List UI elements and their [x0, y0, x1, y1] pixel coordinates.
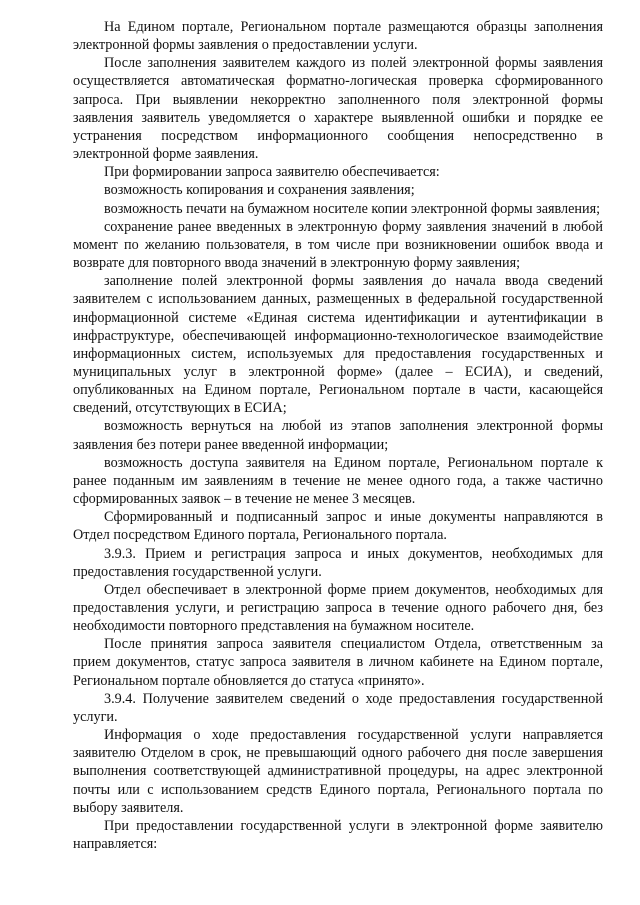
paragraph-format-check: После заполнения заявителем каждого из полей электронной формы заявления осуществляется автоматическая форматно-логическая проверка сформированного запроса. При выявлении некорректно заполненного поля электронной формы заявления заявитель уведомляется о характере выявленной ошибки и порядке ее устранения посредством информационного сообщения непосредственно в электронной форме заявления.	[73, 55, 603, 163]
section-heading-3-9-4: 3.9.4. Получение заявителем сведений о ходе предоставления государственной услуги.	[73, 690, 603, 725]
list-item-print: возможность печати на бумажном носителе копии электронной формы заявления;	[104, 200, 601, 217]
paragraph-request-provisions: При формировании запроса заявителю обеспечивается:	[104, 164, 440, 181]
list-item-prefill-esia: заполнение полей электронной формы заявления до начала ввода сведений заявителем с использованием данных, размещенных в федеральной государственной информационной системе «Единая система идентификации и аутентификации в инфраструктуре, обеспечивающей информационно-технологическое взаимодействие информационных систем, используемых для предоставления государственных и муниципальных услуг в электронной форме» (далее – ЕСИА), и сведений, опубликованных на Едином портале, Региональном портале в части, касающейся сведений, отсутствующих в ЕСИА;	[73, 273, 603, 417]
paragraph-status-accepted: После принятия запроса заявителя специалистом Отдела, ответственным за прием документов, статус запроса заявителя в личном кабинете на Едином портале, Региональном портале обновляется до статуса «принято».	[73, 636, 603, 689]
paragraph-sample-forms: На Едином портале, Региональном портале размещаются образцы заполнения электронной формы заявления о предоставлении услуги.	[73, 19, 603, 54]
list-item-return-step: возможность вернуться на любой из этапов заполнения электронной формы заявления без потери ранее введенной информации;	[73, 418, 603, 453]
paragraph-department-reception: Отдел обеспечивает в электронной форме прием документов, необходимых для предоставления услуги, и регистрацию запроса в течение одного рабочего дня, без необходимости повторного представления на бумажном носителе.	[73, 581, 603, 635]
section-heading-3-9-3: 3.9.3. Прием и регистрация запроса и иных документов, необходимых для предоставления государственной услуги.	[73, 545, 603, 580]
paragraph-electronic-notice: При предоставлении государственной услуги в электронной форме заявителю направляется:	[73, 817, 603, 853]
document-page	[73, 18, 603, 853]
paragraph-progress-info: Информация о ходе предоставления государственной услуги направляется заявителю Отделом в срок, не превышающий одного рабочего дня после завершения выполнения соответствующей административной процедуры, на адрес электронной почты или с использованием средств Единого портала, Регионального портала по выбору заявителя.	[73, 727, 603, 816]
paragraph-submission: Сформированный и подписанный запрос и иные документы направляются в Отдел посредством Единого портала, Регионального портала.	[73, 509, 603, 544]
list-item-keep-values: сохранение ранее введенных в электронную форму заявления значений в любой момент по желанию пользователя, в том числе при возникновении ошибок ввода и возврате для повторного ввода значений в электронную форму заявления;	[73, 218, 603, 272]
list-item-copy-save: возможность копирования и сохранения заявления;	[104, 182, 415, 199]
list-item-access-history: возможность доступа заявителя на Едином портале, Региональном портале к ранее поданным им заявлениям в течение не менее одного года, а также частично сформированных заявок – в течение не менее 3 месяцев.	[73, 454, 603, 508]
